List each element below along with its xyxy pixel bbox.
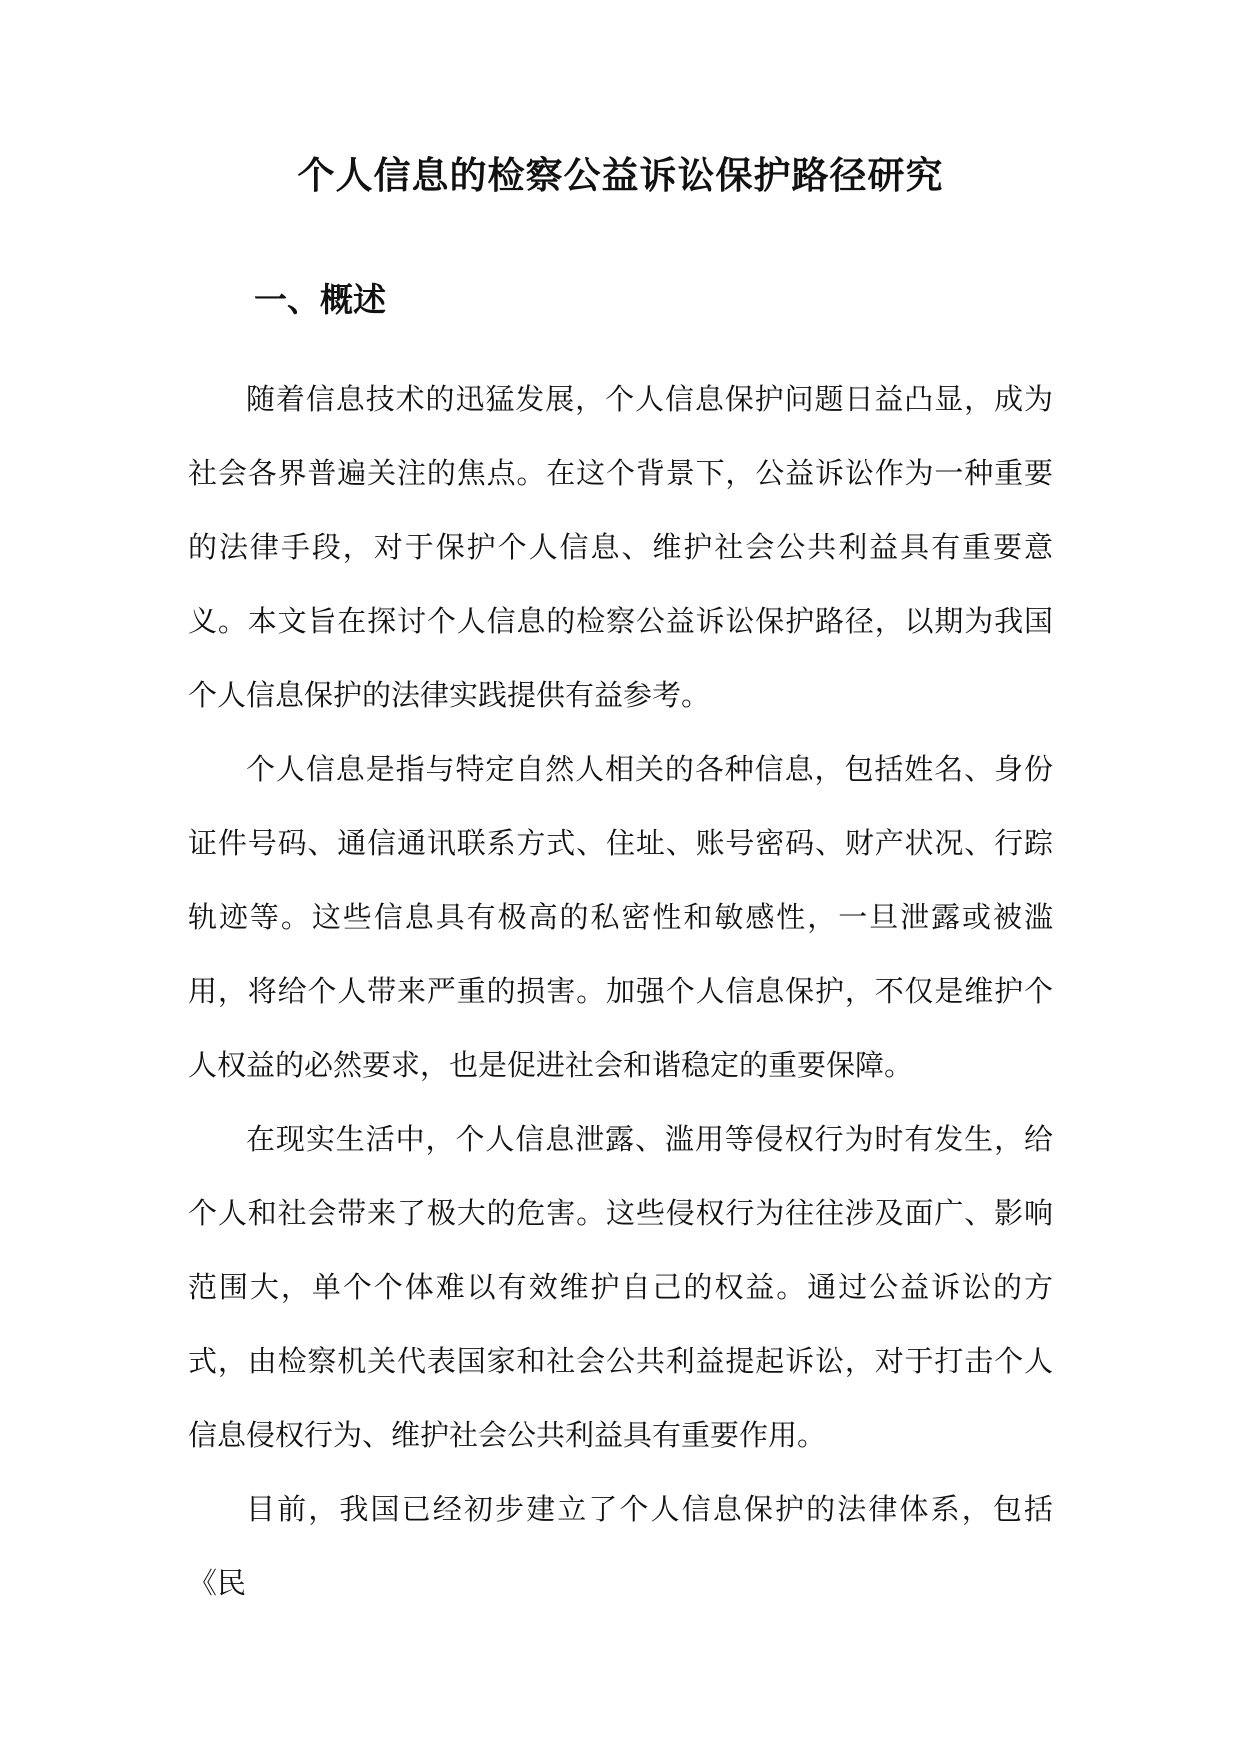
paragraph-1: 随着信息技术的迅猛发展，个人信息保护问题日益凸显，成为社会各界普遍关注的焦点。在这个背景下，公益诉讼作为一种重要的法律手段，对于保护个人信息、维护社会公共利益具有重要意义。本文旨在探讨个人信息的检察公益诉讼保护路径，以期为我国个人信息保护的法律实践提供有益参考。 [188, 382, 1053, 712]
document-body [188, 362, 1053, 1620]
paragraph-2: 个人信息是指与特定自然人相关的各种信息，包括姓名、身份证件号码、通信通讯联系方式、住址、账号密码、财产状况、行踪轨迹等。这些信息具有极高的私密性和敏感性，一旦泄露或被滥用，将给个人带来严重的损害。加强个人信息保护，不仅是维护个人权益的必然要求，也是促进社会和谐稳定的重要保障。 [188, 752, 1053, 1082]
section-heading: 一、概述 [254, 280, 386, 319]
paragraph-4: 目前，我国已经初步建立了个人信息保护的法律体系，包括《民 [188, 1492, 1053, 1600]
paragraph-3: 在现实生活中，个人信息泄露、滥用等侵权行为时有发生，给个人和社会带来了极大的危害。这些侵权行为往往涉及面广、影响范围大，单个个体难以有效维护自己的权益。通过公益诉讼的方式，由检察机关代表国家和社会公共利益提起诉讼，对于打击个人信息侵权行为、维护社会公共利益具有重要作用。 [188, 1122, 1053, 1452]
document-title: 个人信息的检察公益诉讼保护路径研究 [297, 153, 944, 197]
